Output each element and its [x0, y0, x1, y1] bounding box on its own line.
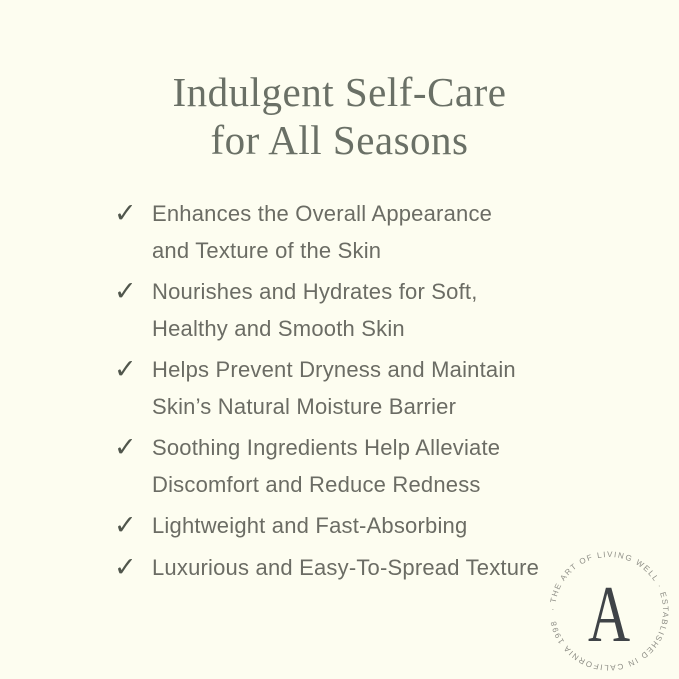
brand-badge [541, 543, 677, 679]
benefit-line: Luxurious and Easy-To-Spread Texture [152, 554, 540, 580]
benefit-text [152, 196, 492, 269]
benefit-line: Soothing Ingredients Help Alleviate [152, 435, 501, 460]
checkmark-icon: ✓ [114, 276, 137, 307]
benefit-text [152, 508, 467, 545]
benefit-line: Helps Prevent Dryness and Maintain [152, 357, 516, 382]
checkmark-icon: ✓ [114, 551, 137, 583]
checkmark-icon: ✓ [114, 432, 137, 463]
title-line-2: for All Seasons [210, 117, 469, 163]
benefit-item [114, 274, 539, 347]
benefit-text [152, 430, 500, 503]
benefit-list [114, 196, 539, 591]
benefit-line: Lightweight and Fast-Absorbing [152, 513, 468, 538]
benefit-line: Healthy and Smooth Skin [152, 315, 405, 341]
benefit-item [114, 430, 539, 503]
badge-monogram: A [587, 569, 631, 660]
badge-ring-text: · THE ART OF LIVING WELL · ESTABLISHED IN CALIFORNIA 1998 [547, 549, 671, 673]
checkmark-icon: ✓ [114, 354, 137, 385]
benefit-line: Skin’s Natural Moisture Barrier [152, 393, 457, 419]
benefit-item [114, 508, 539, 545]
benefit-item [114, 550, 539, 587]
benefit-line: and Texture of the Skin [152, 237, 382, 263]
brand-badge-graphic [541, 543, 677, 679]
benefit-text [152, 352, 516, 425]
benefit-line: Discomfort and Reduce Redness [152, 471, 481, 497]
benefit-text [152, 550, 539, 587]
page-title [0, 68, 679, 164]
benefit-text [152, 274, 478, 347]
benefit-line: Nourishes and Hydrates for Soft, [152, 279, 478, 304]
benefit-line: Enhances the Overall Appearance [152, 201, 493, 226]
benefit-item [114, 196, 539, 269]
checkmark-icon: ✓ [114, 510, 137, 541]
benefit-item [114, 352, 539, 425]
checkmark-icon: ✓ [114, 198, 137, 229]
title-line-1: Indulgent Self-Care [172, 69, 507, 115]
